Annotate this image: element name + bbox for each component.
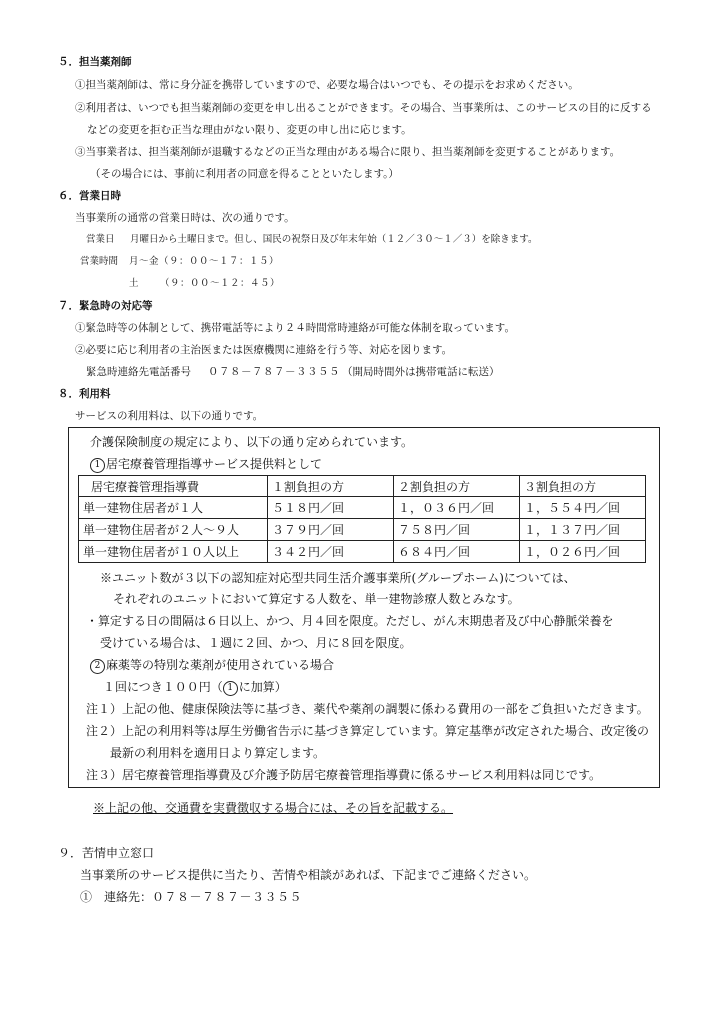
emergency-phone-label: 緊急時連絡先電話番号 [86, 366, 191, 378]
table-cell: １，５５４円／回 [520, 497, 646, 519]
emergency-phone-number: ０７８－７８７－３３５５ [208, 366, 340, 378]
table-row [79, 497, 646, 519]
note-2-cont: 最新の利用料を適用日より算定します。 [110, 746, 326, 760]
interval-note-cont: 受けている場合は、１週に２回、かつ、月に８回を限度。 [100, 636, 412, 650]
section-8-intro: サービスの利用料は、以下の通りです。 [75, 410, 264, 422]
note-3: 注３）居宅療養管理指導費及び介護予防居宅療養管理指導費に係るサービス利用料は同じです。 [86, 768, 602, 782]
fee-item-2-amount-suffix: に加算） [238, 680, 287, 694]
note-2: 注２）上記の利用料等は厚生労働省告示に基づき算定しています。算定基準が改定された場合、改定後の [86, 724, 650, 738]
section-5-item-3-cont: （その場合には、事前に利用者の同意を得ることといたします。） [90, 168, 399, 180]
section-9-intro: 当事業所のサービス提供に当たり、苦情や相談があれば、下記までご連絡ください。 [80, 868, 537, 882]
business-days-label: 営業日 [86, 234, 115, 245]
fee-item-2-amount-text: １回につき１００円（ [103, 680, 223, 694]
fee-table-header-cell: ３割負担の方 [520, 476, 646, 497]
transport-note: ※上記の他、交通費を実費徴収する場合には、その旨を記載する。 [93, 801, 454, 815]
business-hours-label: 営業時間 [80, 256, 119, 267]
fee-table [78, 475, 646, 563]
section-5-item-3: ③当事業者は、担当薬剤師が退職するなどの正当な理由がある場合に限り、担当薬剤師を変更することがあります。 [75, 146, 621, 158]
fee-item-2-text: 麻薬等の特別な薬剤が使用されている場合 [106, 658, 335, 672]
circled-number: 1 [223, 681, 238, 696]
table-cell: ７５８円／回 [394, 519, 520, 541]
circled-number: 1 [90, 458, 105, 473]
fee-table-header-cell: １割負担の方 [268, 476, 394, 497]
section-5-item-1: ①担当薬剤師は、常に身分証を携帯していますので、必要な場合はいつでも、その提示をお求めください。 [75, 79, 579, 91]
section-6-intro: 当事業所の通常の営業日時は、次の通りです。 [75, 212, 295, 224]
emergency-phone-note: （開局時間外は携帯電話に転送） [342, 366, 500, 378]
business-hours-weekday: 月～金（９：００～１７：１５） [129, 256, 280, 267]
fee-item-1-text: 居宅療養管理指導サービス提供料として [106, 457, 323, 471]
fee-table-header [79, 476, 646, 497]
table-cell: 単一建物住居者が２人～９人 [79, 519, 268, 541]
unit-note: ※ユニット数が３以下の認知症対応型共同生活介護事業所(グループホーム)については、 [100, 571, 576, 585]
fee-table-header-cell: 居宅療養管理指導費 [79, 476, 268, 497]
table-cell: 単一建物住居者が１人 [79, 497, 268, 519]
section-8-heading: ８．利用料 [58, 388, 111, 400]
table-cell: １，１３７円／回 [520, 519, 646, 541]
section-7-heading: ７．緊急時の対応等 [58, 300, 153, 312]
fee-item-2 [90, 657, 334, 674]
unit-note-cont: それぞれのユニットにおいて算定する人数を、単一建物診療人数とみなす。 [113, 592, 520, 606]
section-9-heading: ９．苦情申立窓口 [58, 846, 155, 860]
section-5-item-2: ②利用者は、いつでも担当薬剤師の変更を申し出ることができます。その場合、当事業所は、このサービスの目的に反する [75, 102, 652, 114]
business-days-value: 月曜日から土曜日まで。但し、国民の祝祭日及び年末年始（１２／３０～１／３）を除きます。 [130, 234, 538, 245]
section-7-item-1: ①緊急時等の体制として、携帯電話等により２４時間常時連絡が可能な体制を取っています。 [75, 322, 515, 334]
table-cell: ３４２円／回 [268, 541, 394, 563]
section-6-heading: ６．営業日時 [58, 190, 121, 202]
complaint-contact-phone: ０７８－７８７－３３５５ [152, 890, 303, 904]
fee-item-2-amount [103, 679, 287, 696]
section-5-heading: ５．担当薬剤師 [58, 56, 132, 68]
note-1: 注１）上記の他、健康保険法等に基づき、薬代や薬剤の調製に係わる費用の一部をご負担いただきます。 [86, 702, 649, 716]
interval-note: ・算定する日の間隔は６日以上、かつ、月４回を限度。ただし、がん末期患者及び中心静脈栄養を [86, 614, 614, 628]
business-hours-saturday: （９：００～１２：４５） [160, 278, 281, 289]
circled-number: 2 [90, 659, 105, 674]
complaint-contact-label: ① 連絡先： [80, 890, 153, 904]
table-row [79, 519, 646, 541]
section-5-item-2-cont: などの変更を拒む正当な理由がない限り、変更の申し出に応じます。 [87, 124, 412, 136]
fee-box-lead: 介護保険制度の規定により、以下の通り定められています。 [90, 435, 414, 449]
table-row [79, 541, 646, 563]
table-cell: ３７９円／回 [268, 519, 394, 541]
fee-item-1 [90, 456, 322, 473]
saturday-label: 土 [129, 278, 139, 289]
table-cell: ５１８円／回 [268, 497, 394, 519]
complaint-contact [80, 889, 302, 905]
table-cell: 単一建物住居者が１０人以上 [79, 541, 268, 563]
fee-table-header-cell: ２割負担の方 [394, 476, 520, 497]
table-cell: ６８４円／回 [394, 541, 520, 563]
table-cell: １，０３６円／回 [394, 497, 520, 519]
table-cell: １，０２６円／回 [520, 541, 646, 563]
section-7-item-2: ②必要に応じ利用者の主治医または医療機関に連絡を行う等、対応を図ります。 [75, 344, 453, 356]
